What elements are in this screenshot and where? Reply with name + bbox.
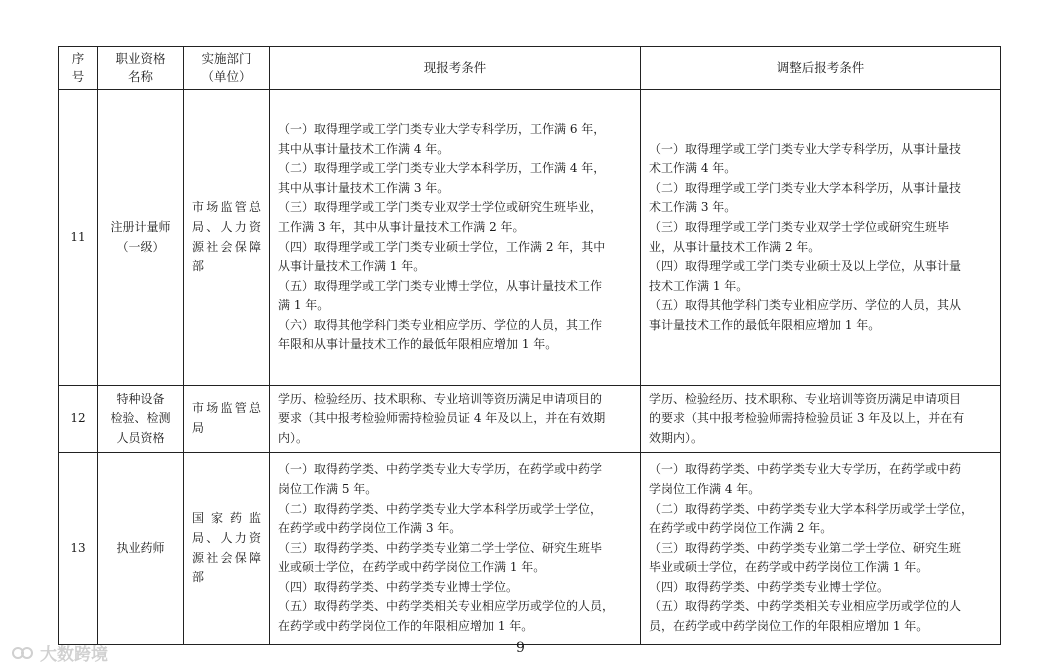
condition-line: （四）取得药学类、中药学类专业博士学位。 <box>649 579 890 594</box>
condition-line: （三）取得药学类、中药学类专业第二学士学位、研究生班 <box>649 540 962 555</box>
row-adjusted-conditions-cell <box>641 453 1001 645</box>
table-row <box>59 386 1001 453</box>
condition-line: （四）取得药学类、中药学类专业博士学位。 <box>278 579 519 594</box>
condition-line: （五）取得药学类、中药学类相关专业相应学历或学位的人 <box>649 599 962 614</box>
condition-line: 术工作满 3 年。 <box>649 200 737 215</box>
condition-line: （四）取得理学或工学门类专业硕士及以上学位，从事计量 <box>649 259 962 274</box>
condition-line: （一）取得药学类、中药学类专业大专学历，在药学或中药学 <box>278 462 603 477</box>
condition-line: 其中从事计量技术工作满 3 年。 <box>278 180 450 195</box>
condition-line: （二）取得药学类、中药学类专业大学本科学历或学士学位， <box>278 501 603 516</box>
condition-line: 学岗位工作满 4 年。 <box>649 481 761 496</box>
condition-line: （四）取得理学或工学门类专业硕士学位，工作满 2 年，其中 <box>278 239 606 254</box>
condition-line: 的要求（其中报考检验师需持检验员证 3 年及以上，并在有 <box>649 411 965 426</box>
condition-line: 业或硕士学位，在药学或中药学岗位工作满 1 年。 <box>278 560 546 575</box>
header-current-conditions: 现报考条件 <box>270 47 641 90</box>
row-adjusted-conditions-cell <box>641 386 1001 453</box>
condition-line: 效期内）。 <box>649 430 704 445</box>
condition-line: （二）取得理学或工学门类专业大学本科学历，从事计量技 <box>649 180 962 195</box>
condition-line: 在药学或中药学岗位工作满 2 年。 <box>649 521 833 536</box>
row-department-cell: 国家药监局、人力资源社会保障部 <box>184 453 270 645</box>
table-header-row <box>59 47 1001 90</box>
row-department-cell: 市场监管总局 <box>184 386 270 453</box>
row-department-cell: 市场监管总局、人力资源社会保障部 <box>184 90 270 386</box>
row-qualification-cell: 执业药师 <box>98 453 184 645</box>
condition-line: 工作满 3 年，其中从事计量技术工作满 2 年。 <box>278 219 525 234</box>
row-current-conditions-cell <box>270 453 641 645</box>
condition-line: 事计量技术工作的最低年限相应增加 1 年。 <box>649 317 881 332</box>
condition-line: （二）取得药学类、中药学类专业大学本科学历或学士学位， <box>649 501 974 516</box>
row-current-conditions-cell <box>270 90 641 386</box>
condition-line: 学历、检验经历、技术职称、专业培训等资历满足申请项目 <box>649 391 962 406</box>
condition-line: 要求（其中报考检验师需持检验员证 4 年及以上，并在有效期 <box>278 411 606 426</box>
condition-line: 技术工作满 1 年。 <box>649 278 749 293</box>
condition-line: （一）取得药学类、中药学类专业大专学历，在药学或中药 <box>649 462 962 477</box>
table-row <box>59 453 1001 645</box>
condition-line: （六）取得其他学科门类专业相应学历、学位的人员，其工作 <box>278 317 603 332</box>
row-seq-cell: 12 <box>59 386 98 453</box>
condition-line: 在药学或中药学岗位工作的年限相应增加 1 年。 <box>278 619 534 634</box>
row-seq-cell: 11 <box>59 90 98 386</box>
row-current-conditions-cell <box>270 386 641 453</box>
condition-line: 学历、检验经历、技术职称、专业培训等资历满足申请项目的 <box>278 391 603 406</box>
condition-line: 从事计量技术工作满 1 年。 <box>278 259 426 274</box>
condition-line: （一）取得理学或工学门类专业大学专科学历，工作满 6 年， <box>278 121 606 136</box>
condition-line: （五）取得理学或工学门类专业博士学位，从事计量技术工作 <box>278 278 603 293</box>
condition-line: 在药学或中药学岗位工作满 3 年。 <box>278 521 462 536</box>
condition-line: （二）取得理学或工学门类专业大学本科学历，工作满 4 年， <box>278 161 606 176</box>
header-department: 实施部门 （单位） <box>184 47 270 90</box>
header-adjusted-conditions: 调整后报考条件 <box>641 47 1001 90</box>
condition-line: （三）取得理学或工学门类专业双学士学位或研究生班毕 <box>649 219 950 234</box>
condition-line: 业，从事计量技术工作满 2 年。 <box>649 239 821 254</box>
page-number: 9 <box>516 640 525 656</box>
header-seq: 序 号 <box>59 47 98 90</box>
row-qualification-cell: 特种设备 检验、检测 人员资格 <box>98 386 184 453</box>
condition-line: （一）取得理学或工学门类专业大学专科学历，从事计量技 <box>649 141 962 156</box>
condition-line: （五）取得药学类、中药学类相关专业相应学历或学位的人员， <box>278 599 615 614</box>
row-adjusted-conditions-cell <box>641 90 1001 386</box>
qualification-table <box>58 46 1001 645</box>
row-qualification-cell: 注册计量师 （一级） <box>98 90 184 386</box>
condition-line: 毕业或硕士学位，在药学或中药学岗位工作满 1 年。 <box>649 560 929 575</box>
condition-line: （五）取得其他学科门类专业相应学历、学位的人员，其从 <box>649 298 962 313</box>
watermark-text: 大数跨境 <box>40 645 108 665</box>
row-seq-cell: 13 <box>59 453 98 645</box>
condition-line: 内）。 <box>278 430 309 445</box>
condition-line: 岗位工作满 5 年。 <box>278 481 378 496</box>
condition-line: 员，在药学或中药学岗位工作的年限相应增加 1 年。 <box>649 619 929 634</box>
condition-line: （三）取得药学类、中药学类专业第二学士学位、研究生班毕 <box>278 540 603 555</box>
condition-line: 术工作满 4 年。 <box>649 161 737 176</box>
condition-line: 年限和从事计量技术工作的最低年限相应增加 1 年。 <box>278 337 558 352</box>
condition-line: 满 1 年。 <box>278 298 330 313</box>
header-qualification: 职业资格 名称 <box>98 47 184 90</box>
condition-line: 其中从事计量技术工作满 4 年。 <box>278 141 450 156</box>
condition-line: （三）取得理学或工学门类专业双学士学位或研究生班毕业， <box>278 200 603 215</box>
table-row <box>59 90 1001 386</box>
